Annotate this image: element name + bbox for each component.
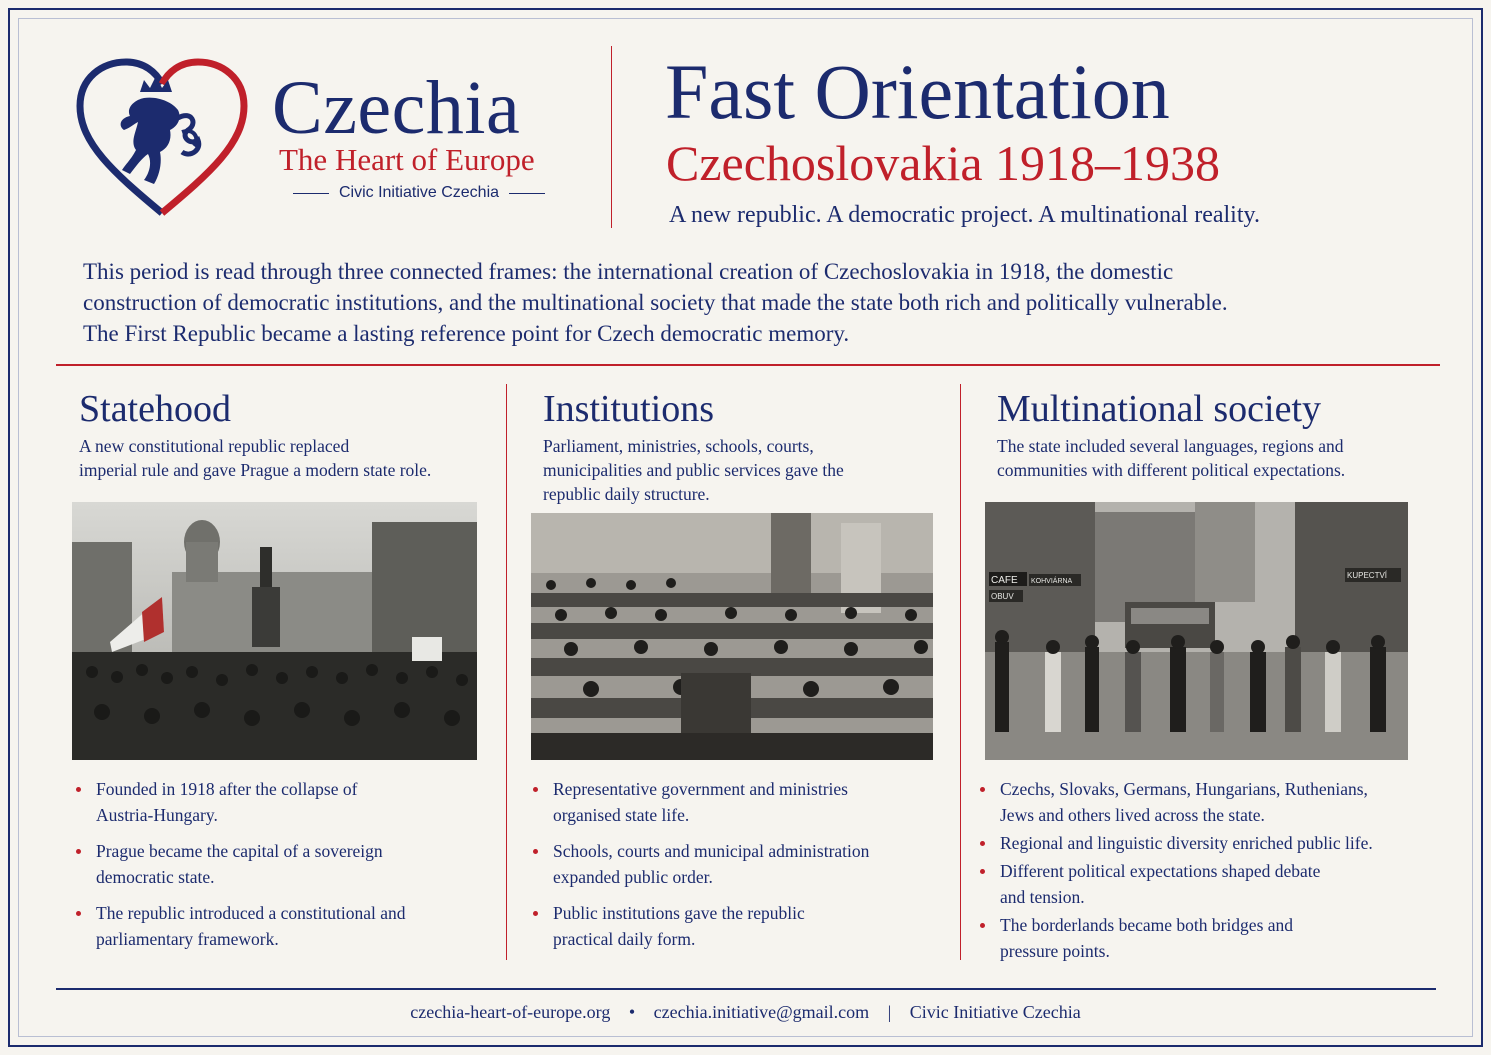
list-item bbox=[976, 912, 1436, 964]
bullet-dot bbox=[980, 869, 985, 874]
list-item bbox=[72, 776, 492, 828]
tagline: A new republic. A democratic project. A multinational reality. bbox=[669, 202, 1260, 228]
divider-dash bbox=[293, 193, 329, 194]
bullet-text: The republic introduced a constitutional and bbox=[96, 903, 406, 923]
intro-line: This period is read through three connected frames: the international creation of Czechoslovakia in 1918, the domestic bbox=[83, 259, 1174, 284]
sign-kohviarna: KOHVIÁRNA bbox=[1031, 578, 1073, 585]
bullet-text: parliamentary framework. bbox=[96, 929, 279, 949]
bullet-text: Prague became the capital of a sovereign bbox=[96, 841, 383, 861]
column-multinational bbox=[997, 384, 1437, 482]
bullet-text: practical daily form. bbox=[553, 929, 696, 949]
intro-line: construction of democratic institutions, and the multinational society that made the state both rich and politically vulnerable. bbox=[83, 290, 1228, 315]
bullet-dot bbox=[980, 841, 985, 846]
desc-line: Parliament, ministries, schools, courts, bbox=[543, 436, 814, 456]
list-item bbox=[976, 776, 1436, 828]
column-description bbox=[543, 434, 943, 506]
desc-line: municipalities and public services gave the bbox=[543, 460, 844, 480]
desc-line: A new constitutional republic replaced bbox=[79, 436, 350, 456]
bullet-dot bbox=[980, 923, 985, 928]
bullet-text: pressure points. bbox=[1000, 941, 1110, 961]
footer-divider bbox=[56, 988, 1436, 990]
bullet-text: Founded in 1918 after the collapse of bbox=[96, 779, 358, 799]
bullet-dot bbox=[76, 787, 81, 792]
photo-parliament bbox=[531, 513, 933, 760]
bullet-text: Representative government and ministries bbox=[553, 779, 848, 799]
footer bbox=[0, 1002, 1491, 1023]
intro-line: The First Republic became a lasting reference point for Czech democratic memory. bbox=[83, 321, 850, 346]
column-description bbox=[79, 434, 499, 482]
bullet-dot bbox=[533, 787, 538, 792]
bullet-text: Austria-Hungary. bbox=[96, 805, 218, 825]
column-title: Statehood bbox=[79, 388, 231, 430]
multinational-bullets bbox=[976, 776, 1436, 964]
list-item bbox=[976, 830, 1436, 856]
column-institutions bbox=[543, 384, 943, 506]
bullet-dot bbox=[980, 787, 985, 792]
bullet-text: The borderlands became both bridges and bbox=[1000, 915, 1294, 935]
list-item bbox=[529, 900, 939, 952]
sign-cafe: CAFE bbox=[991, 575, 1018, 586]
column-divider bbox=[960, 384, 961, 960]
header-divider bbox=[611, 46, 612, 228]
bullet-dot bbox=[533, 911, 538, 916]
photo-statehood-square bbox=[72, 502, 477, 760]
footer-org: Civic Initiative Czechia bbox=[909, 1002, 1081, 1022]
desc-line: republic daily structure. bbox=[543, 484, 710, 504]
bullet-text: organised state life. bbox=[553, 805, 690, 825]
photo-street bbox=[985, 502, 1408, 760]
bullet-text: and tension. bbox=[1000, 887, 1085, 907]
email-link[interactable]: czechia.initiative@gmail.com bbox=[653, 1002, 870, 1022]
list-item bbox=[529, 838, 939, 890]
page-subtitle: Czechoslovakia 1918–1938 bbox=[666, 135, 1221, 191]
brand-name: Czechia bbox=[272, 66, 521, 150]
section-divider bbox=[56, 364, 1440, 366]
column-statehood bbox=[79, 384, 499, 482]
bullet-text: Czechs, Slovaks, Germans, Hungarians, Ruthenians, bbox=[1000, 779, 1368, 799]
statehood-bullets bbox=[72, 776, 492, 952]
bullet-text: Regional and linguistic diversity enriched public life. bbox=[1000, 833, 1373, 853]
desc-line: communities with different political expectations. bbox=[997, 460, 1346, 480]
desc-line: The state included several languages, regions and bbox=[997, 436, 1344, 456]
bullet-dot bbox=[76, 911, 81, 916]
intro-paragraph bbox=[83, 256, 1423, 349]
bullet-text: Public institutions gave the republic bbox=[553, 903, 805, 923]
column-title: Institutions bbox=[543, 388, 715, 430]
divider-dash bbox=[509, 193, 545, 194]
column-title: Multinational society bbox=[997, 388, 1322, 430]
website-link[interactable]: czechia-heart-of-europe.org bbox=[410, 1002, 611, 1022]
column-description bbox=[997, 434, 1437, 482]
bullet-dot bbox=[76, 849, 81, 854]
institutions-bullets bbox=[529, 776, 939, 952]
brand-civic-text: Civic Initiative Czechia bbox=[338, 184, 500, 201]
bullet-text: Schools, courts and municipal administration bbox=[553, 841, 870, 861]
bullet-text: expanded public order. bbox=[553, 867, 713, 887]
list-item bbox=[529, 776, 939, 828]
footer-pipe: | bbox=[887, 1002, 892, 1022]
list-item bbox=[976, 858, 1436, 910]
sign-obuv: OBUV bbox=[991, 592, 1014, 601]
list-item bbox=[72, 838, 492, 890]
bullet-text: Different political expectations shaped debate bbox=[1000, 861, 1321, 881]
bullet-text: Jews and others lived across the state. bbox=[1000, 805, 1265, 825]
page-title: Fast Orientation bbox=[665, 48, 1170, 135]
sign-kupectvi: KUPECTVÍ bbox=[1347, 571, 1388, 580]
brand-subtitle: The Heart of Europe bbox=[279, 142, 535, 177]
bullet-dot bbox=[533, 849, 538, 854]
list-item bbox=[72, 900, 492, 952]
heart-lion-logo bbox=[74, 58, 250, 220]
footer-bullet: • bbox=[628, 1002, 636, 1022]
brand-civic-line bbox=[279, 184, 559, 202]
desc-line: imperial rule and gave Prague a modern state role. bbox=[79, 460, 432, 480]
column-divider bbox=[506, 384, 507, 960]
bullet-text: democratic state. bbox=[96, 867, 215, 887]
